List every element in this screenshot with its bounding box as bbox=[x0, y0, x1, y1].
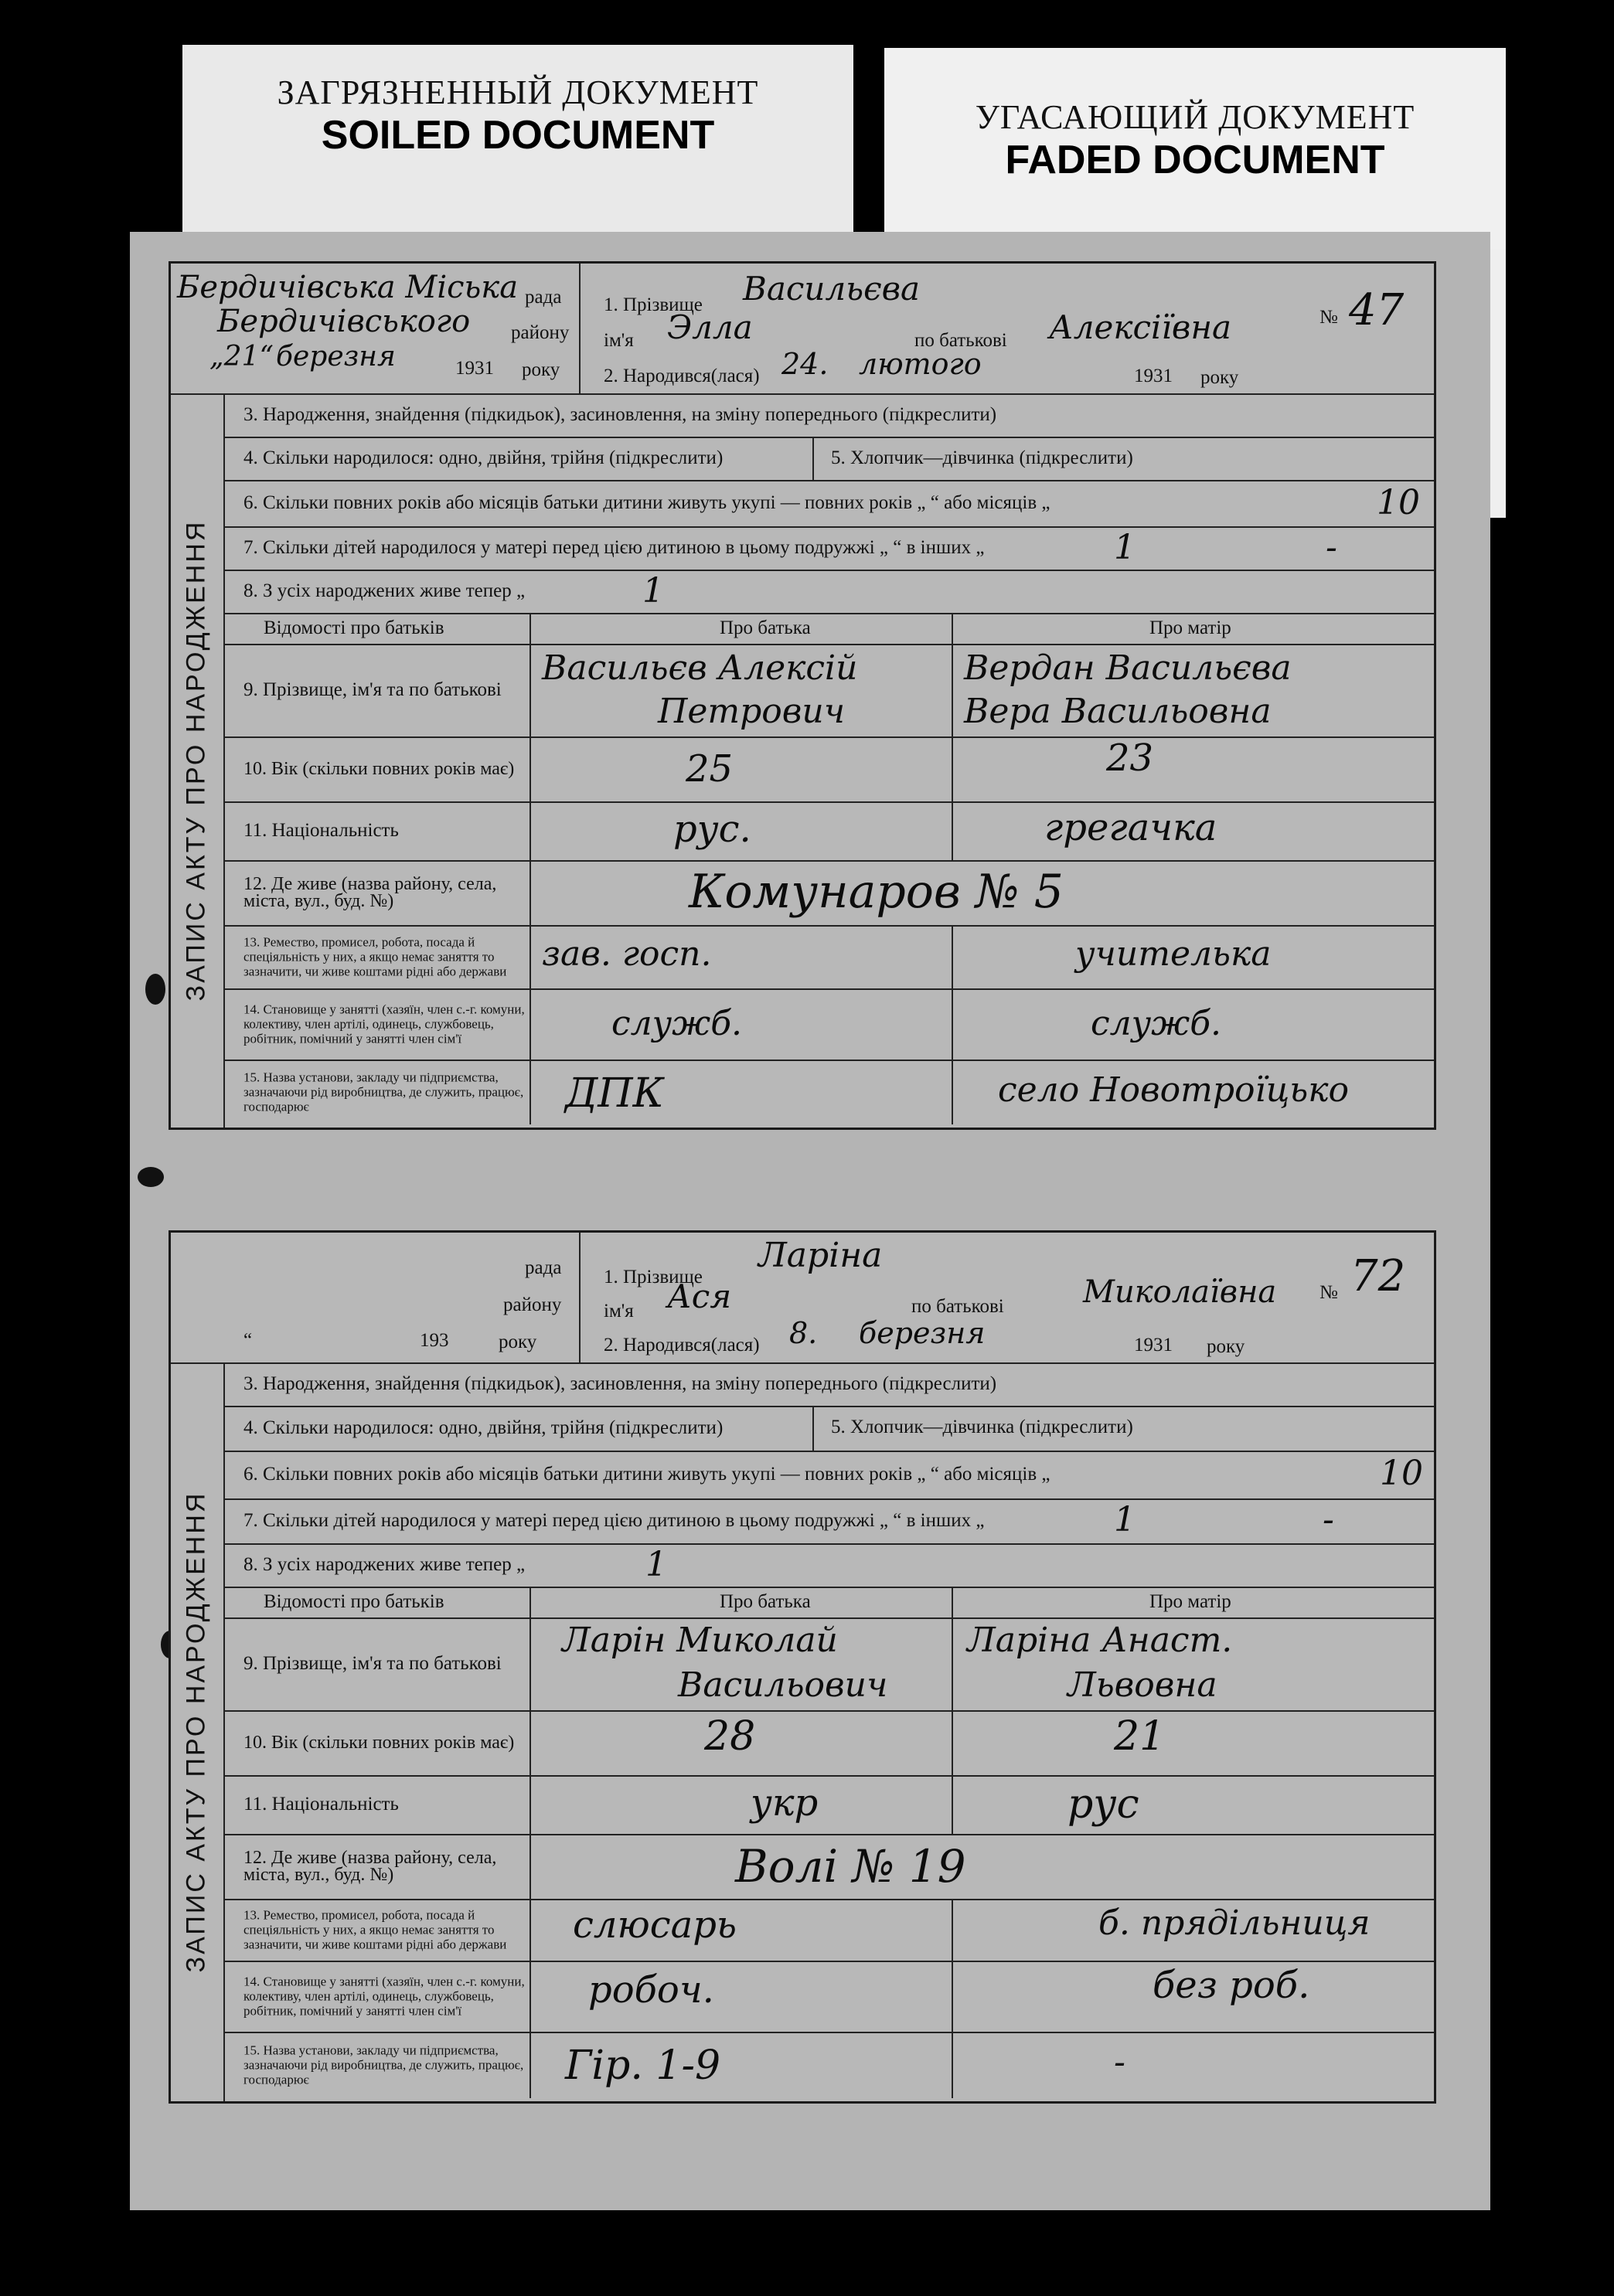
faded-label-en: FADED DOCUMENT bbox=[1005, 138, 1385, 182]
about-father-label: Про батька bbox=[720, 617, 811, 638]
col-divider-2 bbox=[952, 1617, 953, 1710]
patronymic-label: по батькові bbox=[911, 1296, 1004, 1317]
row-10 bbox=[225, 1710, 1434, 1777]
row-4-5 bbox=[225, 437, 1434, 481]
born-label: 2. Народився(лася) bbox=[604, 366, 760, 386]
year-label bbox=[455, 358, 494, 379]
mother-age: 23 bbox=[1106, 736, 1154, 780]
soiled-document-label bbox=[182, 45, 853, 249]
birth-year-prefix: 193 bbox=[1134, 1335, 1163, 1355]
row-14 bbox=[225, 988, 1434, 1061]
father-org: ДПК bbox=[565, 1070, 664, 1117]
header-divider bbox=[579, 264, 581, 393]
header-divider bbox=[579, 1233, 581, 1362]
row-10 bbox=[225, 736, 1434, 803]
residence: Комунаров № 5 bbox=[689, 865, 1064, 919]
date-day: „21“ bbox=[209, 341, 274, 372]
mother-name-2: Вера Васильовна bbox=[964, 692, 1272, 731]
birth-year bbox=[1134, 366, 1173, 387]
col-divider-2 bbox=[952, 925, 953, 988]
birth-roku-label: року bbox=[1207, 1336, 1245, 1357]
row-12 bbox=[225, 1834, 1434, 1900]
mother-status: без роб. bbox=[1153, 1964, 1310, 2007]
row-6 bbox=[225, 1451, 1434, 1500]
row-5-label: 5. Хлопчик—дівчинка (підкреслити) bbox=[831, 1417, 1133, 1437]
mother-name-1: Вердан Васильєва bbox=[964, 648, 1292, 688]
date-quote: “ bbox=[243, 1330, 253, 1351]
children-before: 1 bbox=[1114, 1500, 1136, 1539]
row-11 bbox=[225, 1775, 1434, 1835]
year-prefix: 193 bbox=[420, 1330, 449, 1351]
row-9 bbox=[225, 1617, 1434, 1712]
col-divider-2 bbox=[952, 801, 953, 860]
birth-record-form-1 bbox=[169, 261, 1436, 1130]
mother-status: служб. bbox=[1091, 1004, 1222, 1043]
mother-name-2: Львовна bbox=[1067, 1665, 1217, 1705]
alive-now: 1 bbox=[645, 1545, 667, 1584]
birth-day: 8. bbox=[789, 1316, 818, 1350]
row-3 bbox=[225, 393, 1434, 438]
about-mother-label: Про матір bbox=[1149, 617, 1231, 638]
birth-month: березня bbox=[859, 1316, 986, 1350]
parents-header bbox=[225, 1587, 1434, 1619]
row-3 bbox=[225, 1362, 1434, 1407]
row-5-label: 5. Хлопчик—дівчинка (підкреслити) bbox=[831, 447, 1133, 468]
row-9-label: 9. Прізвище, ім'я та по батькові bbox=[243, 1653, 502, 1674]
parents-info-label: Відомості про батьків bbox=[264, 1591, 444, 1612]
name-value: Ася bbox=[667, 1277, 732, 1315]
surname-label: 1. Прізвище bbox=[604, 294, 703, 315]
faded-label-ru: УГАСАЮЩИЙ ДОКУМЕНТ bbox=[975, 98, 1415, 136]
row-12-label: 12. Де живе (назва району, села, міста, вул., буд. №) bbox=[243, 874, 497, 911]
birth-year bbox=[1134, 1335, 1173, 1356]
father-status: робоч. bbox=[588, 1968, 714, 2012]
rada-label: рада bbox=[525, 287, 562, 308]
col-divider-1 bbox=[529, 860, 531, 925]
col-divider-2 bbox=[952, 613, 953, 644]
row-7-label: 7. Скільки дітей народилося у матері перед цією дитиною в цьому подружжі „ “ в інших „ bbox=[243, 1510, 985, 1531]
children-before: 1 bbox=[1114, 528, 1136, 567]
row-13-label: 13. Ремество, промисел, робота, посада й спеціяльність у них, а якщо немає заняття то зазначити, чи живе коштами рідні або держави bbox=[243, 1907, 507, 1952]
col-divider-1 bbox=[529, 1961, 531, 2032]
row-13 bbox=[225, 925, 1434, 990]
name-label: ім'я bbox=[604, 1301, 634, 1321]
year-suffix: 1 bbox=[484, 358, 494, 379]
row-15-label: 15. Назва установи, закладу чи підприємства, зазначаючи рід виробництва, де служить, працює, господарює bbox=[243, 1070, 524, 1114]
mother-age: 21 bbox=[1114, 1713, 1166, 1760]
no-label: № bbox=[1319, 307, 1338, 328]
parents-info-label: Відомості про батьків bbox=[264, 617, 444, 638]
row-14-label: 14. Становище у занятті (хазяїн, член с.-г. комуни, колективу, член артілі, одинець, службовець, робітник, помічний у занятті член сім'ї bbox=[243, 1002, 525, 1046]
row-11-label: 11. Національність bbox=[243, 820, 399, 841]
mother-org: село Новотроїцько bbox=[998, 1070, 1350, 1110]
row-6-label: 6. Скільки повних років або місяців батьки дитини живуть укупі — повних років „ “ або місяців „ bbox=[243, 492, 1050, 513]
parents-header bbox=[225, 613, 1434, 645]
col-divider-1 bbox=[529, 1060, 531, 1124]
rayonu-label: району bbox=[503, 1294, 562, 1315]
record-sidebar bbox=[169, 1362, 225, 2101]
birth-year-suffix: 1 bbox=[1163, 366, 1173, 386]
record-number: 47 bbox=[1349, 285, 1405, 335]
col-divider-1 bbox=[529, 801, 531, 860]
record-sidebar bbox=[169, 393, 225, 1128]
birth-year-prefix: 193 bbox=[1134, 366, 1163, 386]
months-together: 10 bbox=[1377, 483, 1420, 522]
year-prefix: 193 bbox=[455, 358, 485, 379]
rayonu-value: Бердичівського bbox=[217, 304, 471, 339]
mother-org: - bbox=[1114, 2043, 1125, 2082]
patronymic-value: Алексіївна bbox=[1049, 308, 1232, 346]
col-divider-1 bbox=[529, 2032, 531, 2098]
no-label: № bbox=[1319, 1282, 1338, 1303]
row-6 bbox=[225, 480, 1434, 528]
father-name-2: Петрович bbox=[658, 692, 846, 731]
col-divider-2 bbox=[952, 1587, 953, 1617]
mother-job: б. прядільниця bbox=[1098, 1903, 1371, 1943]
row-4-divider bbox=[812, 1406, 814, 1451]
row-15 bbox=[225, 1060, 1434, 1124]
children-other: - bbox=[1323, 1500, 1334, 1539]
sidebar-title: ЗАПИС АКТУ ПРО НАРОДЖЕННЯ bbox=[181, 519, 211, 1002]
row-8-label: 8. З усіх народжених живе тепер „ bbox=[243, 1554, 526, 1575]
birth-month: лютого bbox=[859, 347, 982, 381]
col-divider-2 bbox=[952, 1961, 953, 2032]
row-7-label: 7. Скільки дітей народилося у матері перед цією дитиною в цьому подружжі „ “ в інших „ bbox=[243, 537, 985, 558]
birth-year-suffix: 1 bbox=[1163, 1335, 1173, 1355]
row-9 bbox=[225, 644, 1434, 738]
born-label: 2. Народився(лася) bbox=[604, 1335, 760, 1355]
row-14 bbox=[225, 1961, 1434, 2033]
children-other: - bbox=[1326, 528, 1337, 567]
row-11-label: 11. Національність bbox=[243, 1794, 399, 1815]
col-divider-2 bbox=[952, 736, 953, 801]
row-10-label: 10. Вік (скільки повних років має) bbox=[243, 1733, 515, 1753]
row-14-label: 14. Становище у занятті (хазяїн, член с.-г. комуни, колективу, член артілі, одинець, службовець, робітник, помічний у занятті член сім'ї bbox=[243, 1974, 525, 2019]
row-8 bbox=[225, 1543, 1434, 1588]
surname-value: Ларіна bbox=[758, 1236, 883, 1275]
row-3-label: 3. Народження, знайдення (підкидьок), засиновлення, на зміну попереднього (підкреслити) bbox=[243, 1373, 997, 1394]
row-3-label: 3. Народження, знайдення (підкидьок), засиновлення, на зміну попереднього (підкреслити) bbox=[243, 404, 997, 425]
roku-label: року bbox=[522, 359, 560, 380]
col-divider-1 bbox=[529, 644, 531, 736]
father-name-1: Васильєв Алексій bbox=[542, 648, 858, 688]
row-7 bbox=[225, 526, 1434, 571]
row-8-label: 8. З усіх народжених живе тепер „ bbox=[243, 580, 526, 601]
row-15-label: 15. Назва установи, закладу чи підприємства, зазначаючи рід виробництва, де служить, працює, господарює bbox=[243, 2043, 524, 2087]
mother-job: учителька bbox=[1075, 934, 1272, 974]
record-header bbox=[171, 264, 1434, 395]
patronymic-label: по батькові bbox=[914, 330, 1007, 351]
row-12 bbox=[225, 860, 1434, 927]
birth-record-form-2 bbox=[169, 1230, 1436, 2104]
record-header bbox=[171, 1233, 1434, 1364]
soiled-label-en: SOILED DOCUMENT bbox=[321, 113, 715, 158]
alive-now: 1 bbox=[642, 571, 664, 611]
row-8 bbox=[225, 570, 1434, 614]
about-father-label: Про батька bbox=[720, 1591, 811, 1612]
row-12-label: 12. Де живе (назва району, села, міста, вул., буд. №) bbox=[243, 1848, 497, 1885]
row-10-label: 10. Вік (скільки повних років має) bbox=[243, 759, 515, 779]
name-value: Элла bbox=[667, 308, 753, 346]
mother-name-1: Ларіна Анаст. bbox=[967, 1621, 1233, 1660]
rada-value: Бердичівська Міська bbox=[177, 270, 519, 305]
mother-nationality: грегачка bbox=[1044, 806, 1217, 849]
row-13 bbox=[225, 1899, 1434, 1962]
col-divider-1 bbox=[529, 988, 531, 1060]
months-together: 10 bbox=[1380, 1454, 1423, 1493]
father-status: служб. bbox=[611, 1004, 743, 1043]
father-age: 28 bbox=[704, 1713, 756, 1760]
col-divider-1 bbox=[529, 1587, 531, 1617]
birth-day: 24. bbox=[781, 347, 829, 381]
row-9-label: 9. Прізвище, ім'я та по батькові bbox=[243, 679, 502, 700]
father-nationality: рус. bbox=[673, 808, 751, 851]
sidebar-title: ЗАПИС АКТУ ПРО НАРОДЖЕННЯ bbox=[181, 1491, 211, 1973]
col-divider-1 bbox=[529, 1775, 531, 1834]
col-divider-1 bbox=[529, 736, 531, 801]
col-divider-2 bbox=[952, 1899, 953, 1961]
col-divider-1 bbox=[529, 613, 531, 644]
row-7 bbox=[225, 1498, 1434, 1545]
father-nationality: укр bbox=[751, 1781, 819, 1825]
father-name-2: Васильович bbox=[678, 1665, 888, 1705]
row-13-label: 13. Ремество, промисел, робота, посада й спеціяльність у них, а якщо немає заняття то зазначити, чи живе коштами рідні або держави bbox=[243, 934, 507, 979]
faded-document-label bbox=[884, 48, 1506, 249]
residence: Волі № 19 bbox=[735, 1840, 966, 1893]
record-number: 72 bbox=[1350, 1251, 1406, 1301]
col-divider-2 bbox=[952, 644, 953, 736]
row-4-label: 4. Скільки народилося: одно, двійня, трійня (підкреслити) bbox=[243, 447, 724, 468]
father-job: зав. госп. bbox=[542, 934, 712, 974]
roku-label: року bbox=[499, 1332, 537, 1352]
col-divider-1 bbox=[529, 1617, 531, 1710]
rayonu-label: району bbox=[511, 322, 570, 343]
col-divider-2 bbox=[952, 1710, 953, 1775]
surname-value: Васильєва bbox=[743, 270, 921, 308]
name-label: ім'я bbox=[604, 330, 634, 351]
row-4-divider bbox=[812, 437, 814, 480]
ink-blot bbox=[138, 1167, 164, 1187]
father-org: Гір. 1-9 bbox=[565, 2043, 721, 2089]
birth-roku-label: року bbox=[1200, 367, 1239, 388]
row-11 bbox=[225, 801, 1434, 862]
col-divider-2 bbox=[952, 988, 953, 1060]
father-job: слюсарь bbox=[573, 1903, 737, 1947]
col-divider-1 bbox=[529, 925, 531, 988]
row-6-label: 6. Скільки повних років або місяців батьки дитини живуть укупі — повних років „ “ або місяців „ bbox=[243, 1464, 1050, 1485]
col-divider-1 bbox=[529, 1710, 531, 1775]
rada-label: рада bbox=[525, 1257, 562, 1278]
soiled-label-ru: ЗАГРЯЗНЕННЫЙ ДОКУМЕНТ bbox=[277, 73, 759, 111]
col-divider-1 bbox=[529, 1834, 531, 1899]
col-divider-2 bbox=[952, 2032, 953, 2098]
row-4-5 bbox=[225, 1406, 1434, 1452]
row-4-label: 4. Скільки народилося: одно, двійня, трійня (підкреслити) bbox=[243, 1417, 724, 1438]
father-name-1: Ларін Миколай bbox=[562, 1621, 838, 1660]
surname-label: 1. Прізвище bbox=[604, 1267, 703, 1287]
ink-blot bbox=[145, 974, 165, 1005]
col-divider-2 bbox=[952, 1060, 953, 1124]
mother-nationality: рус bbox=[1067, 1781, 1139, 1828]
col-divider-2 bbox=[952, 1775, 953, 1834]
date-month: березня bbox=[276, 341, 396, 372]
about-mother-label: Про матір bbox=[1149, 1591, 1231, 1612]
father-age: 25 bbox=[686, 747, 734, 791]
row-15 bbox=[225, 2032, 1434, 2098]
patronymic-value: Миколаївна bbox=[1083, 1274, 1277, 1310]
col-divider-1 bbox=[529, 1899, 531, 1961]
